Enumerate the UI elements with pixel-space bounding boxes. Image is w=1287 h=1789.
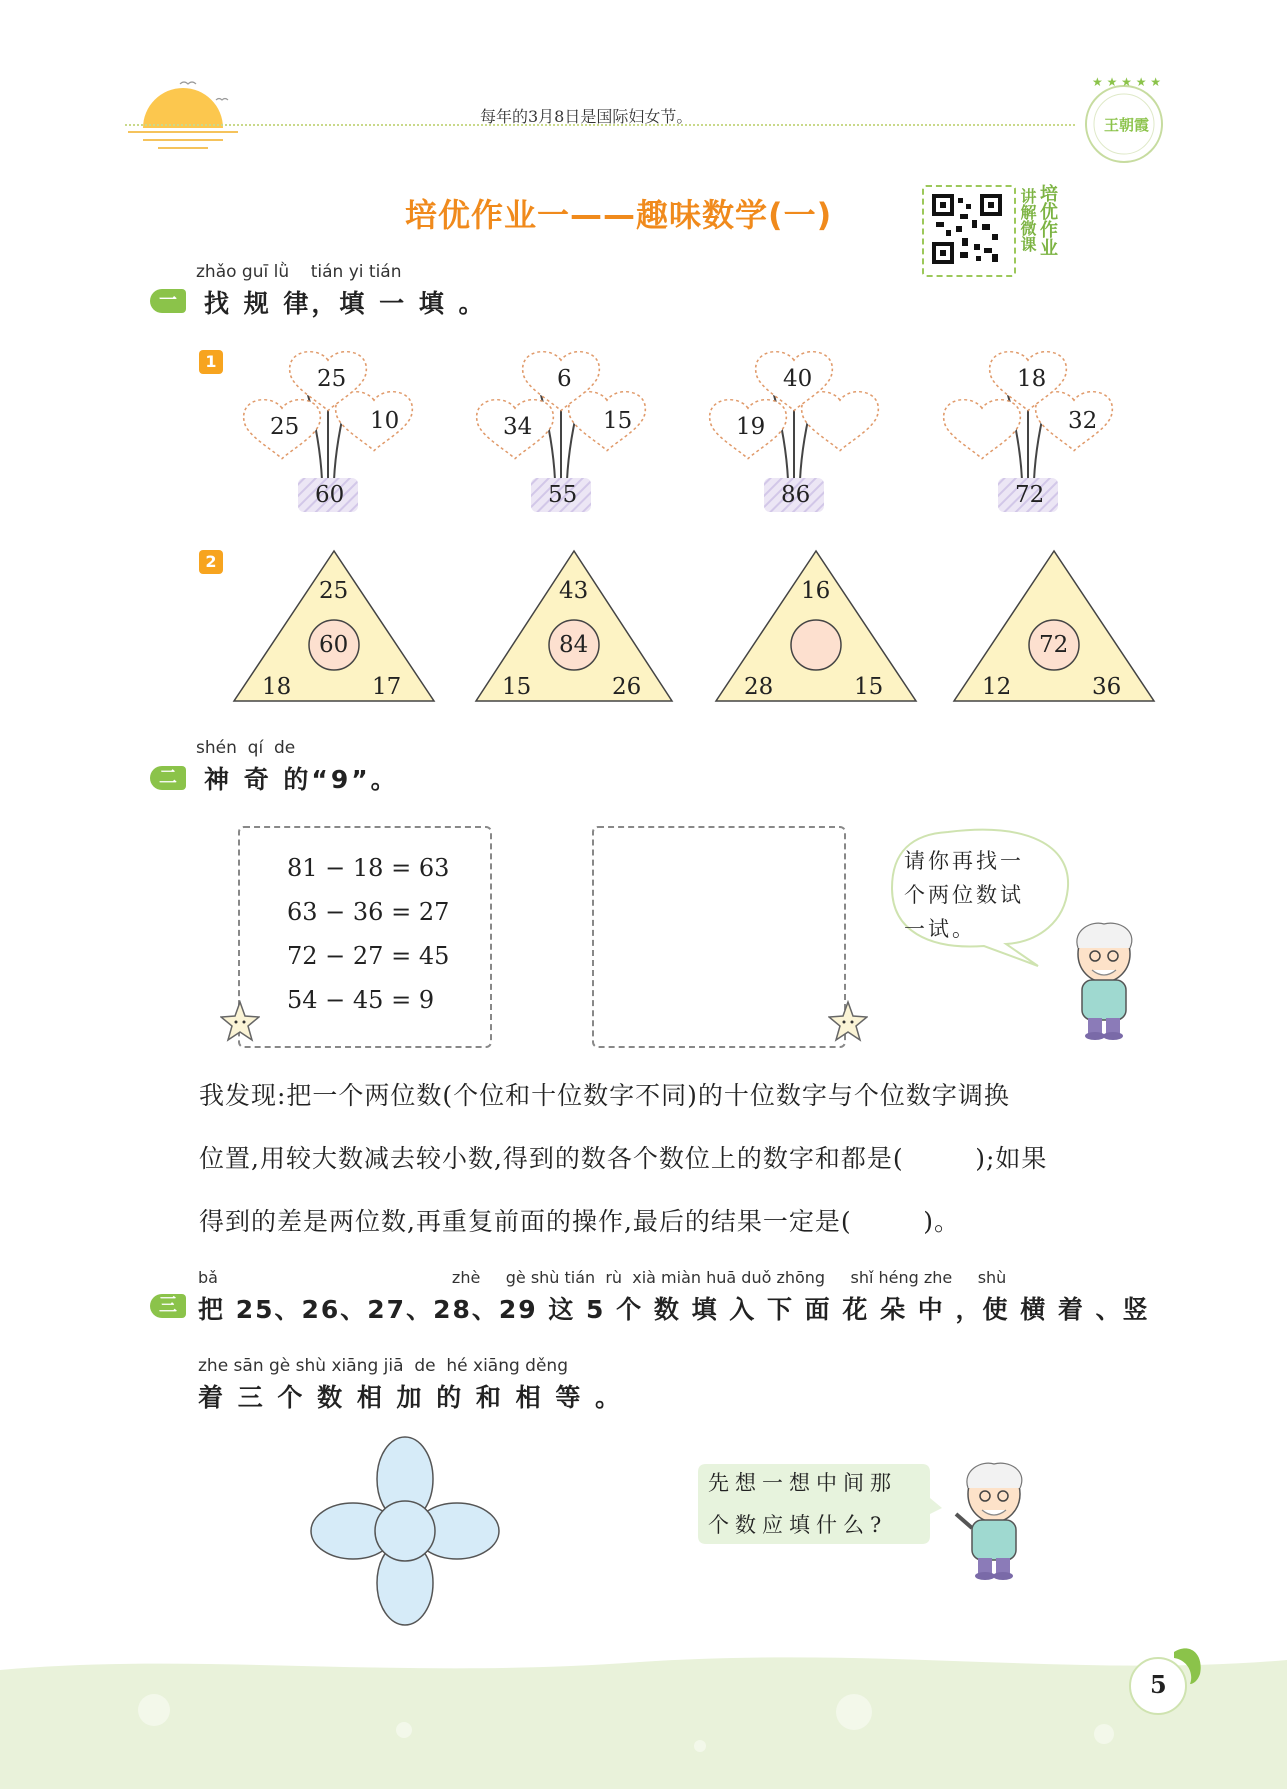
section-badge-2: 二 xyxy=(150,766,186,790)
flower-1-pot: 60 xyxy=(315,482,345,508)
grandpa-character-icon xyxy=(952,1458,1036,1582)
triangle-1-right: 17 xyxy=(372,674,402,700)
flower-4-right: 32 xyxy=(1068,408,1098,434)
petal-center xyxy=(375,1501,435,1561)
section3-pinyin-2: zhe sān gè shù xiāng jiā de hé xiāng děng xyxy=(198,1356,568,1376)
triangle-3-right: 15 xyxy=(854,674,884,700)
qr-code-icon[interactable] xyxy=(932,194,1002,264)
svg-text:★ ★ ★ ★ ★: ★ ★ ★ ★ ★ xyxy=(1092,75,1162,89)
triangle-4-center: 72 xyxy=(1039,632,1069,658)
flower-2-top: 6 xyxy=(557,366,572,392)
page-title: 培优作业一——趣味数学(一) xyxy=(405,196,833,234)
star-mascot-icon xyxy=(828,1000,868,1046)
equation-1: 81 − 18 = 63 xyxy=(287,854,450,882)
page-number: 5 xyxy=(1150,1670,1167,1699)
header-text: 每年的3月8日是国际妇女节。 xyxy=(480,107,693,126)
flower-1-right: 10 xyxy=(370,408,400,434)
triangle-1-center: 60 xyxy=(319,632,349,658)
speech-1-line2: 个两位数试 xyxy=(904,883,1024,907)
triangle-2-right: 26 xyxy=(612,674,642,700)
triangle-4-left: 12 xyxy=(982,674,1012,700)
star-mascot-icon xyxy=(220,1000,260,1046)
part-badge-1: 1 xyxy=(199,350,223,374)
sunrise-icon xyxy=(128,70,238,150)
speech-2-line1: 先想一想中间那 xyxy=(708,1471,897,1495)
triangle-1-top: 25 xyxy=(319,578,349,604)
equation-4: 54 − 45 = 9 xyxy=(287,986,435,1014)
speech-1-line3: 一试。 xyxy=(904,917,976,941)
flower-3-top: 40 xyxy=(783,366,813,392)
qr-label-line1: 培优作业 xyxy=(1037,184,1058,256)
flower-3-pot: 86 xyxy=(781,482,811,508)
triangle-1-left: 18 xyxy=(262,674,292,700)
flower-2-pot: 55 xyxy=(548,482,578,508)
grandpa-character-icon xyxy=(1062,918,1146,1042)
equation-2: 63 − 36 = 27 xyxy=(287,898,450,926)
section1-heading: 找 规 律，填 一 填 。 xyxy=(204,289,487,318)
equation-3: 72 − 27 = 45 xyxy=(287,942,450,970)
speech-1-line1: 请你再找一 xyxy=(904,849,1024,873)
section3-pinyin-1: bǎ zhè gè shù tián rù xià miàn huā duǒ zhōng shǐ héng zhe shù xyxy=(198,1268,1007,1287)
triangle-3-top: 16 xyxy=(801,578,831,604)
discovery-line-3: 得到的差是两位数,再重复前面的操作,最后的结果一定是( )。 xyxy=(199,1207,960,1236)
section-badge-1: 一 xyxy=(150,289,186,313)
footer-wave xyxy=(0,1650,1287,1789)
flower-2-right: 15 xyxy=(603,408,633,434)
qr-label-line2: 讲解微课 xyxy=(1018,188,1037,252)
section-badge-3: 三 xyxy=(150,1294,186,1318)
triangle-3-left: 28 xyxy=(744,674,774,700)
part-badge-2: 2 xyxy=(199,550,223,574)
flower-1-top: 25 xyxy=(317,366,347,392)
flower-cross-puzzle[interactable] xyxy=(310,1436,500,1626)
answer-box[interactable] xyxy=(592,826,846,1048)
discovery-line-1: 我发现:把一个两位数(个位和十位数字不同)的十位数字与个位数字调换 xyxy=(199,1081,1010,1110)
section3-line-2: 着 三 个 数 相 加 的 和 相 等 。 xyxy=(198,1383,624,1412)
section2-pinyin: shén qí de xyxy=(196,738,296,758)
triangle-2-center: 84 xyxy=(559,632,589,658)
flower-3-left: 19 xyxy=(736,414,766,440)
svg-text:王朝霞: 王朝霞 xyxy=(1104,116,1150,134)
section2-heading: 神 奇 的“9”。 xyxy=(204,765,399,794)
flower-1-left: 25 xyxy=(270,414,300,440)
discovery-line-2: 位置,用较大数减去较小数,得到的数各个数位上的数字和都是( );如果 xyxy=(199,1144,1048,1173)
flower-4-pot: 72 xyxy=(1015,482,1045,508)
triangle-4-right: 36 xyxy=(1092,674,1122,700)
speech-2-line2: 个数应填什么? xyxy=(708,1513,888,1537)
flower-4-top: 18 xyxy=(1017,366,1047,392)
section1-pinyin: zhǎo guī lǜ tián yi tián xyxy=(196,262,402,282)
publisher-logo-icon xyxy=(1080,72,1168,168)
flower-2-left: 34 xyxy=(503,414,533,440)
section3-line-1: 把 25、26、27、28、29 这 5 个 数 填 入 下 面 花 朵 中 ，使 横 着 、竖 xyxy=(198,1295,1150,1324)
triangle-2-top: 43 xyxy=(559,578,589,604)
triangle-2-left: 15 xyxy=(502,674,532,700)
